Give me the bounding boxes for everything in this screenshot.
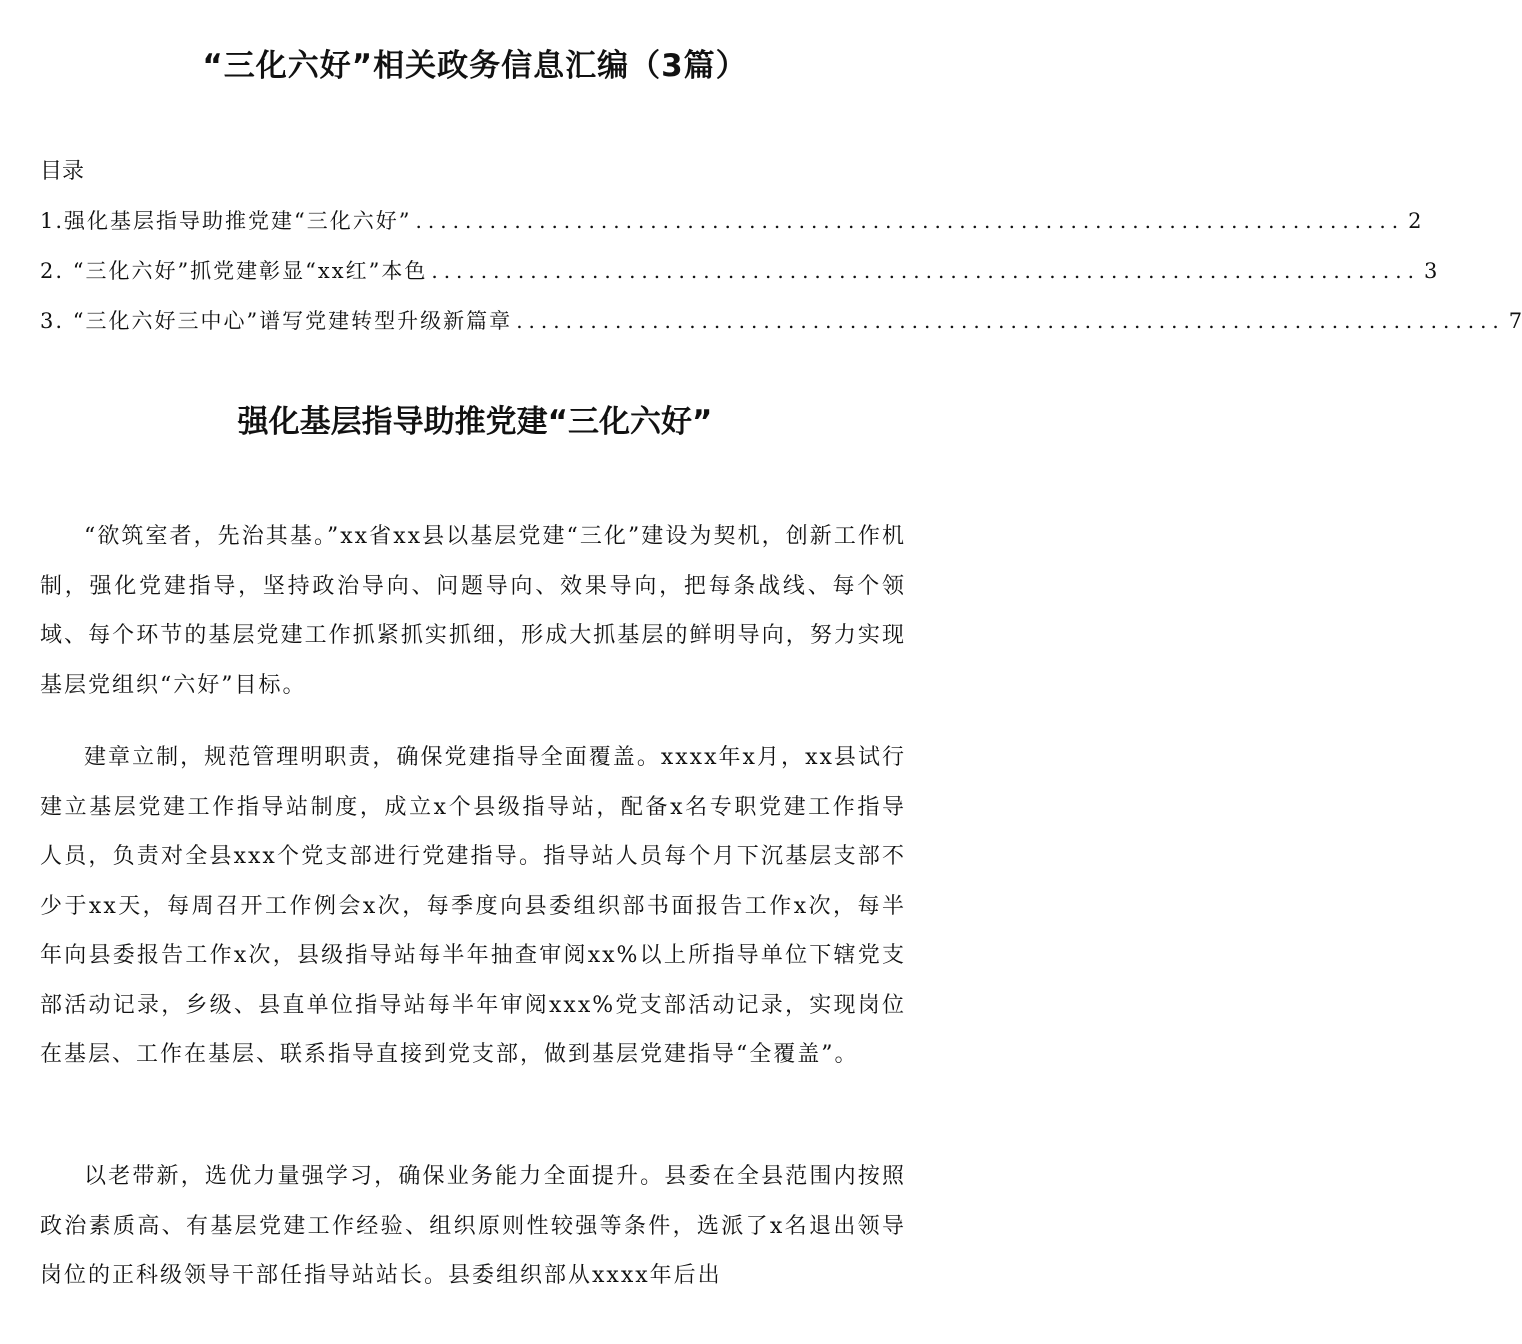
document-title: “三化六好”相关政务信息汇编（3篇） bbox=[202, 48, 748, 84]
toc-leader-dots: ................................................................................ bbox=[415, 209, 1405, 233]
toc-leader-dots: ................................................................................ bbox=[431, 259, 1420, 283]
toc-leader-dots: ................................................................................ bbox=[516, 309, 1505, 333]
toc-item[interactable] bbox=[40, 305, 1522, 355]
article-title: 强化基层指导助推党建“三化六好” bbox=[237, 404, 713, 440]
body-paragraph: “欲筑室者，先治其基。”xx省xx县以基层党建“三化”建设为契机，创新工作机制，强化党建指导，坚持政治导向、问题导向、效果导向，把每条战线、每个领域、每个环节的基层党建工作抓紧抓实抓细，形成大抓基层的鲜明导向，努力实现基层党组织“六好”目标。 bbox=[40, 524, 906, 698]
toc-item-label: 3. “三化六好三中心”谱写党建转型升级新篇章 bbox=[40, 309, 513, 333]
toc-item-label: 2. “三化六好”抓党建彰显“xx红”本色 bbox=[40, 259, 428, 283]
toc-item[interactable] bbox=[40, 205, 1422, 255]
table-of-contents bbox=[40, 205, 1522, 355]
toc-heading: 目录 bbox=[40, 159, 85, 184]
toc-page-number: 7 bbox=[1508, 309, 1522, 333]
toc-item-label: 1.强化基层指导助推党建“三化六好” bbox=[40, 209, 412, 233]
body-paragraph: 建章立制，规范管理明职责，确保党建指导全面覆盖。xxxx年x月，xx县试行建立基层党建工作指导站制度，成立x个县级指导站，配备x名专职党建工作指导人员，负责对全县xxx个党支部进行党建指导。指导站人员每个月下沉基层支部不少于xx天，每周召开工作例会x次，每季度向县委组织部书面报告工作x次，每半年向县委报告工作x次，县级指导站每半年抽查审阅xx%以上所指导单位下辖党支部活动记录，乡级、县直单位指导站每半年审阅xxx%党支部活动记录，实现岗位在基层、工作在基层、联系指导直接到党支部，做到基层党建指导“全覆盖”。 bbox=[40, 745, 906, 1067]
toc-item[interactable] bbox=[40, 255, 1438, 305]
body-paragraph: 以老带新，选优力量强学习，确保业务能力全面提升。县委在全县范围内按照政治素质高、有基层党建工作经验、组织原则性较强等条件，选派了x名退出领导岗位的正科级领导干部任指导站站长。县委组织部从xxxx年后出 bbox=[40, 1164, 906, 1288]
toc-page-number: 3 bbox=[1423, 259, 1438, 283]
toc-page-number: 2 bbox=[1408, 209, 1422, 233]
